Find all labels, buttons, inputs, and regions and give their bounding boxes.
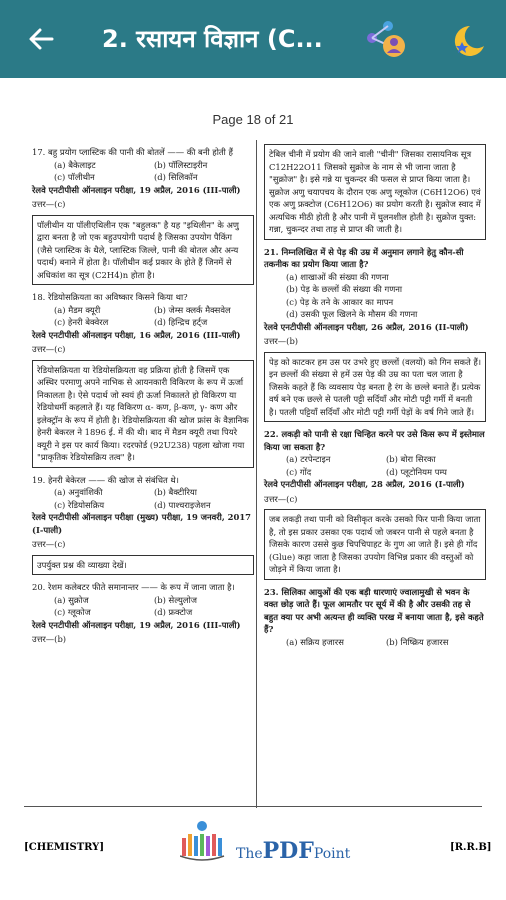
- page-bottom-rule: [24, 806, 482, 807]
- answer: उत्तर—(c): [32, 199, 66, 209]
- option: (c) पॉलीथीन: [54, 172, 95, 182]
- question-text: 20. रेशम कलेबटर फीते समानान्तर —— के रूप में जाना जाता है।: [32, 582, 235, 592]
- app-bar: [0, 0, 506, 78]
- explanation-box: रेडियोसक्रियता या रेडियोसक्रियता वह प्रक्रिया होती है जिसमें एक अस्थिर परमाणु अपने नाभिक से आयनकारी विकिरण के रूप में ऊर्जा निकालता है। ऐसे पदार्थ जो स्वयं ही ऊर्जा निकालते हो विकिरण या रेडियोधर्मी कहलाते हैं। यह विकिरण α- कण, β-कण, γ- कण और इलेक्ट्रॉन के रूप में होती है। रेडियोसक्रियता की खोज फ्रांस के वैज्ञानिक हेनरी बेकरल ने 1896 ई. में की थी। बाद में मैडम क्यूरी तथा पियरे क्यूरी ने इस पर कार्य किया। रदरफोर्ड (92U238) पहला खोजा गया "प्राकृतिक रेडियोसक्रिय तत्व" है।: [32, 360, 254, 468]
- arrow-left-icon[interactable]: [26, 24, 56, 54]
- logo-text: ThePDFPoint: [236, 838, 351, 864]
- exam-source: रेलवे एनटीपीसी ऑनलाइन परीक्षा, 28 अप्रैल, 2016 (I-पाली): [264, 479, 465, 489]
- answer: उत्तर—(c): [32, 344, 66, 354]
- option: (c) ग्लूकोज: [54, 607, 91, 617]
- night-mode-icon[interactable]: [448, 20, 488, 60]
- exam-source: रेलवे एनटीपीसी ऑनलाइन परीक्षा, 19 अप्रैल, 2016 (III-पाली): [32, 619, 241, 630]
- page-footer: [0, 820, 506, 880]
- question-text: 17. बहु प्रयोग प्लास्टिक की पानी की बोतलें —— की बनी होती हैं: [32, 147, 233, 157]
- share-icon[interactable]: [364, 20, 408, 60]
- option: (a) शाखाओं की संख्या की गणना: [286, 271, 389, 282]
- question-text: 21. निम्नलिखित में से पेड़ की उम्र में अनुमान लगाने हेतु कौन-सी तकनीक का प्रयोग किया जाता है?: [264, 246, 464, 269]
- option: (a) टरपेन्टाइन: [286, 454, 331, 464]
- page-indicator: Page 18 of 21: [212, 112, 294, 127]
- question-17: [32, 146, 254, 285]
- answer: उत्तर—(b): [32, 634, 67, 644]
- question-22: [264, 428, 486, 580]
- footer-subject: [CHEMISTRY]: [24, 842, 105, 853]
- answer: उत्तर—(b): [264, 336, 299, 346]
- column-divider: [256, 140, 257, 808]
- option: (a) अनुवांशिकी: [54, 487, 103, 497]
- question-20: [32, 581, 254, 646]
- left-column: [32, 140, 254, 648]
- option: (d) हिन्द्रिच हर्ट्ज: [154, 317, 208, 327]
- option: (d) सिलिकॉन: [154, 172, 198, 182]
- answer: उत्तर—(c): [264, 493, 298, 504]
- explanation-box: पॉलीथीन या पॉलीएथिलीन एक "बहुलक" है यह "इथिलीन" के अणु द्वारा बनता है जो एक बहुउपयोगी पदार्थ है जिसका उपयोग पैकिंग (जैसे प्लास्टिक के थैले, प्लास्टिक जिल्ले, पानी की बोतल और अन्य पदार्थ) बनाने में होता है। पॉलीथीन कई प्रकार के होते हैं जिनमें से अधिकांश का सूत्र (C2H4)n होता है।: [32, 215, 254, 286]
- explanation-box: टेबिल चीनी में प्रयोग की जाने वाली "चीनी" जिसका रासायनिक सूत्र C12H22O11 जिसको सुक्रोज के नाम से भी जाना जाता है "सुक्रोज" है। इसे गन्ने या चुकन्दर की फसल से प्राप्त किया जाता है। सुक्रोज अणु चयापचय के दौरान एक अणु ग्लूकोज (C6H12O6) एवं एक अणु फ्रक्टोज (C6H12O6) का प्रयोग करती है। सुक्रोज स्वाद में अत्यधिक मीठी होती है और पानी में घुलनशील होती है। सुक्रोज युक्त: गन्ना, चुकन्दर तथा ताड़ से प्राप्त की जाती है।: [264, 144, 486, 240]
- option: (a) सुक्रोज: [54, 594, 89, 605]
- option: (c) गोंद: [286, 466, 312, 477]
- option: (b) निष्क्रिय हजारस: [386, 636, 449, 647]
- option: (c) पेड़ के तने के आकार का मापन: [286, 296, 394, 307]
- pdf-page: [24, 140, 486, 820]
- option: (b) पेड़ के छल्लों की संख्या की गणना: [286, 284, 403, 294]
- question-text: 18. रेडियोसक्रियता का अविष्कार किसने किया था?: [32, 292, 188, 302]
- answer: उत्तर—(c): [32, 539, 66, 549]
- explanation-box: उपर्युक्त प्रश्न की व्याख्या देखें।: [32, 555, 254, 576]
- option: (d) प्लूटोनियम पम्प: [386, 466, 447, 477]
- option: (c) रेडियोसक्रिय: [54, 499, 105, 510]
- option: (a) सक्रिय हजारस: [286, 636, 344, 647]
- option: (b) बोरा सिरका: [386, 454, 436, 464]
- page-title: 2. रसायन विज्ञान (C...: [102, 25, 323, 53]
- option: (b) बैक्टीरिया: [154, 487, 197, 497]
- option: (d) फ्रक्टोज: [154, 607, 193, 617]
- option: (b) जेम्स क्लर्क मैक्सवेल: [154, 304, 231, 315]
- option: (d) उसकी फूल खिलने के मौसम की गणना: [286, 309, 418, 319]
- explanation-box: पेड़ को काटकर हम उस पर उभरे हुए छल्लों (वलयों) को गिन सकते हैं। इन छल्लों की संख्या से हमें उस पेड़ की उम्र का पता चल जाता है जिसके कहते हैं कि व्यवसाय पेड़ बनता है रंग के छल्ले बनाते हैं। प्रत्येक वर्ष बने एक छल्ले से पतली पट्टी सर्दियाँ और मोटी पट्टी गर्मी में बनती है। पतली पट्टियाँ सर्दियाँ और मोटी पट्टी गर्मी पेड़ों के वर्ष गिने जाते हैं।: [264, 352, 486, 423]
- question-text: 19. हेनरी बेकेरल —— की खोज से संबंधित थे।: [32, 474, 179, 485]
- question-text: 23. सिलिका आयुओं की एक बड़ी धारणाएं ज्वालामुखी से भवन के वक्त छोड़ जाते हैं। फूल आमतौर पर सूर्य में की है और उसकी तह से बहुत क्या पर अभी अत्यन्त ही व्यक्ति परख में बनाया जाता है, इसे कहते हैं?: [264, 586, 484, 634]
- explanation-box: जब लकड़ी तथा पानी को विसीकृत करके उसको फिर पानी किया जाता है, तो इस प्रकार उसका एक पदार्थ जो जबरन पानी से पहले बनता है जिसके कारण उससे कुछ चिपचिपाहट के गुण आ जाते हैं। इसे ही गोंद (Glue) कहा जाता है जिसका उपयोग विभिन्न प्रकार की वस्तुओं को जोड़ने में किया जाता है।: [264, 509, 486, 580]
- exam-source: रेलवे एनटीपीसी ऑनलाइन परीक्षा, 16 अप्रैल, 2016 (III-पाली): [32, 329, 241, 340]
- option: (c) हेनरी बेक्वेरल: [54, 317, 109, 327]
- option: (d) पाश्चराइजेशन: [154, 499, 211, 510]
- right-column: [264, 140, 486, 648]
- option: (b) पॉलिस्टाइरीन: [154, 159, 208, 170]
- option: (a) बैकेलाइट: [54, 159, 96, 170]
- question-23: [264, 586, 486, 649]
- exam-source: रेलवे एनटीपीसी ऑनलाइन परीक्षा (मुख्य) परीक्षा, 19 जनवरी, 2017 (I-पाली): [32, 512, 251, 535]
- question-19: [32, 474, 254, 576]
- exam-source: रेलवे एनटीपीसी ऑनलाइन परीक्षा, 26 अप्रैल, 2016 (II-पाली): [264, 321, 469, 332]
- question-text: 22. लकड़ी को पानी से रक्षा चिन्हित करने पर उसे किस रूप में इस्तेमाल किया जा सकता है?: [264, 429, 485, 452]
- question-18: [32, 291, 254, 468]
- option: (a) मैडम क्यूरी: [54, 304, 101, 315]
- exam-source: रेलवे एनटीपीसी ऑनलाइन परीक्षा, 19 अप्रैल, 2016 (III-पाली): [32, 184, 241, 195]
- question-21: [264, 246, 486, 423]
- footer-board: [R.R.B]: [450, 842, 492, 853]
- option: (b) सेल्युलोज: [154, 594, 197, 605]
